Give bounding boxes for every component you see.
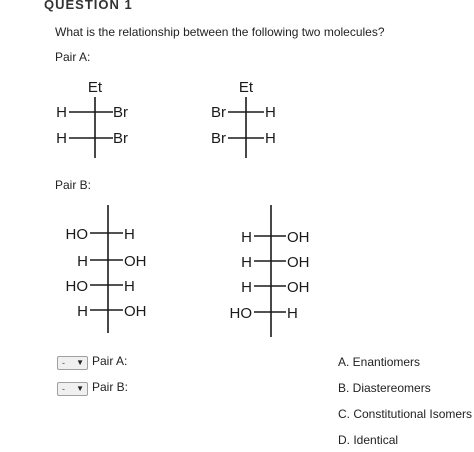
dropdown-arrow-icon: ▼	[76, 358, 84, 367]
row2-left: H	[77, 253, 88, 270]
pair-a-molecule-1	[55, 75, 145, 165]
pair-a-answer-label: Pair A:	[92, 354, 128, 368]
row1-left: H	[241, 229, 252, 246]
row3-left: H	[241, 279, 252, 296]
option-diastereomers: B. Diastereomers	[338, 381, 431, 395]
row4-left: H	[77, 303, 88, 320]
question-heading: QUESTION 1	[44, 0, 133, 12]
row1-left: H	[56, 104, 67, 121]
top-substituent: Et	[87, 79, 103, 96]
option-identical: D. Identical	[338, 433, 399, 447]
pair-a-answer-select[interactable]	[57, 356, 88, 370]
selected-value: -	[62, 384, 65, 394]
row4-right: H	[287, 305, 298, 322]
pair-a-molecule-2	[200, 75, 300, 165]
row2-right: Br	[113, 130, 128, 147]
row2-left: H	[241, 254, 252, 271]
row1-right: Br	[113, 104, 128, 121]
row1-left: Br	[211, 104, 226, 121]
top-substituent: Et	[238, 79, 254, 96]
row3-left: HO	[65, 278, 88, 295]
row4-left: HO	[229, 305, 252, 322]
option-constitutional-isomers: C. Constitutional Isomers	[338, 407, 473, 421]
row2-right: H	[265, 130, 276, 147]
row1-right: H	[124, 226, 135, 243]
question-prompt: What is the relationship between the following two molecules?	[55, 25, 385, 39]
pair-b-molecule-1	[50, 205, 170, 340]
row2-right: OH	[287, 254, 310, 271]
row1-left: HO	[65, 226, 88, 243]
row1-right: OH	[287, 229, 310, 246]
row2-left: H	[56, 130, 67, 147]
pair-b-answer-label: Pair B:	[92, 380, 129, 394]
row1-right: H	[265, 104, 276, 121]
pair-b-label: Pair B:	[55, 178, 92, 192]
row3-right: H	[124, 278, 135, 295]
row2-left: Br	[211, 130, 226, 147]
pair-a-label: Pair A:	[55, 50, 91, 64]
row4-right: OH	[124, 303, 147, 320]
selected-value: -	[62, 358, 65, 368]
pair-b-answer-select[interactable]	[57, 382, 88, 396]
option-enantiomers: A. Enantiomers	[338, 355, 421, 369]
dropdown-arrow-icon: ▼	[76, 384, 84, 393]
row2-right: OH	[124, 253, 147, 270]
row3-right: OH	[287, 279, 310, 296]
pair-b-molecule-2	[220, 205, 340, 340]
